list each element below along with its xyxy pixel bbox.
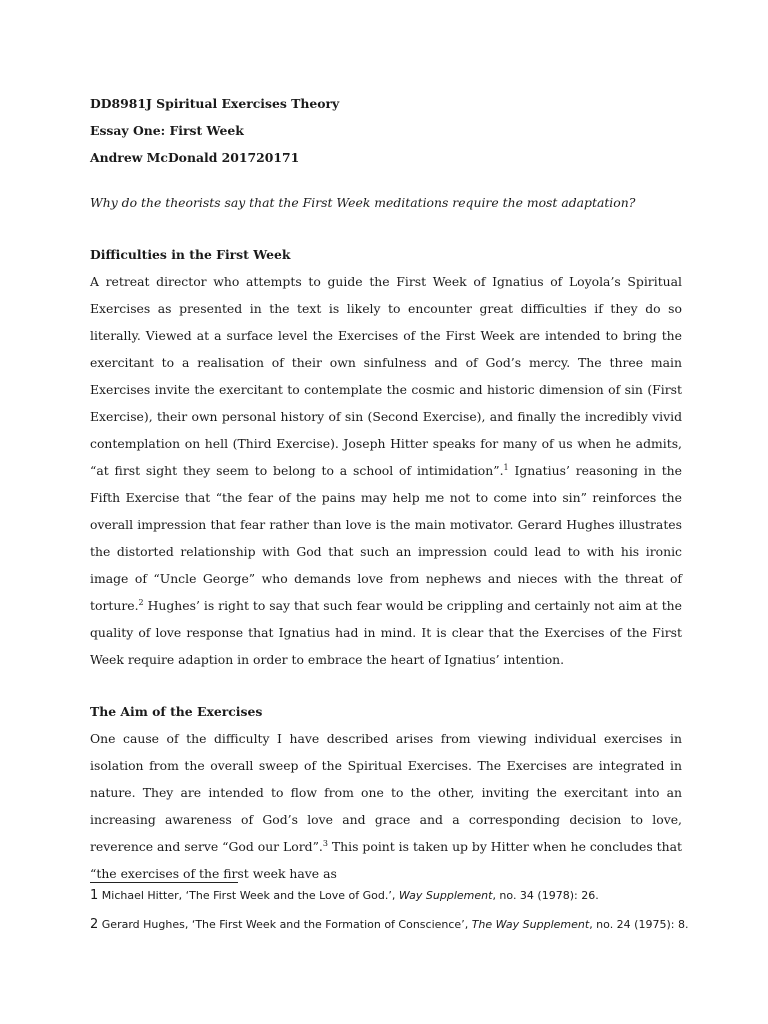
- footnote-text: Michael Hitter, ‘The First Week and the Love of God.’,: [101, 889, 399, 902]
- footnote-journal: Way Supplement: [398, 889, 493, 902]
- footnote-ref-1: 1: [503, 462, 509, 472]
- paragraph-text: A retreat director who attempts to guide the First Week of Ignatius of Loyola’s Spiritual Exercises as presented in the text is likely to encounter great difficulties if they do so literally. Viewed at a surface level the Exercises of the First Week are intended to bring the exercitant to a realisation of their own sinfulness and of God’s mercy. The three main Exercises invite the exercitant to contemplate the cosmic and historic dimension of sin (First Exercise), their own personal history of sin (Second Exercise), and finally the incredibly vivid contemplation on hell (Third Exercise). Joseph Hitter speaks for many of us when he admits, “at first sight they seem to belong to a school of intimidation”.: [90, 274, 682, 478]
- footnote-text: , no. 34 (1978): 26.: [492, 889, 599, 902]
- paragraph-text: This point is taken up by Hitter when he concludes that “the exercises of the first week have as: [90, 839, 682, 881]
- footnote-text: , no. 24 (1975): 8.: [589, 918, 689, 931]
- essay-title: Essay One: First Week: [90, 123, 244, 138]
- essay-question: Why do the theorists say that the First Week meditations require the most adaptation?: [90, 195, 636, 210]
- paragraph-text: One cause of the difficulty I have described arises from viewing individual exercises in isolation from the overall sweep of the Spiritual Exercises. The Exercises are integrated in nature. They are intended to flow from one to the other, inviting the exercitant into an increasing awareness of God’s love and grace and a corresponding decision to love, reverence and serve “God our Lord”.: [90, 731, 682, 854]
- footnote-divider: [90, 882, 238, 883]
- footnote-number: 2: [90, 917, 99, 932]
- footnote-1: [90, 888, 700, 904]
- section-heading-aim: The Aim of the Exercises: [90, 704, 263, 719]
- footnote-number: 1: [90, 888, 99, 903]
- footnote-journal: The Way Supplement: [471, 918, 590, 931]
- footnote-ref-3: 3: [322, 838, 328, 848]
- paragraph-difficulties: [90, 268, 682, 673]
- paragraph-text: Hughes’ is right to say that such fear would be crippling and certainly not aim at the quality of love response that Ignatius had in mind. It is clear that the Exercises of the First Week require adaption in order to embrace the heart of Ignatius’ intention.: [90, 598, 682, 667]
- footnote-ref-2: 2: [138, 597, 144, 607]
- course-title: DD8981J Spiritual Exercises Theory: [90, 96, 340, 111]
- section-heading-difficulties: Difficulties in the First Week: [90, 247, 291, 262]
- paragraph-aim: [90, 725, 682, 887]
- paragraph-text: Ignatius’ reasoning in the Fifth Exercise that “the fear of the pains may help me not to come into sin” reinforces the overall impression that fear rather than love is the main motivator. Gerard Hughes illustrates the distorted relationship with God that such an impression could lead to with his ironic image of “Uncle George” who demands love from nephews and nieces with the threat of torture.: [90, 463, 682, 613]
- author-line: Andrew McDonald 201720171: [90, 150, 300, 165]
- footnote-2: [90, 917, 700, 933]
- essay-body: [90, 90, 682, 887]
- footnote-text: Gerard Hughes, ‘The First Week and the Formation of Conscience’,: [101, 918, 472, 931]
